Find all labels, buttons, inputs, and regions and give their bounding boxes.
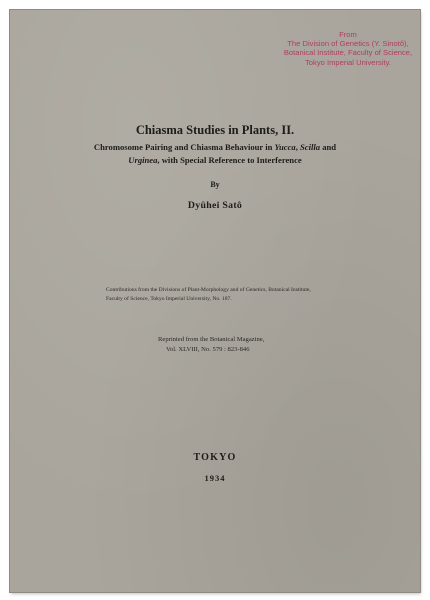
reprint-note bbox=[158, 335, 358, 355]
subtitle-line-2 bbox=[22, 154, 408, 167]
stamp-line: From bbox=[339, 30, 357, 39]
publication-year: 1934 bbox=[204, 473, 226, 483]
document-title: Chiasma Studies in Plants, II. bbox=[135, 123, 295, 137]
author-name: Dyûhei Satô bbox=[187, 200, 243, 211]
publication-place: TOKYO bbox=[193, 452, 237, 463]
reprint-volume: Vol. XLVIII, No. 579 : 823-846 bbox=[166, 346, 250, 353]
subtitle-text: and bbox=[320, 142, 337, 152]
stamp-line: Botanical Institute, Faculty of Science, bbox=[283, 48, 413, 58]
library-stamp bbox=[278, 30, 418, 67]
contributions-line: Contributions from the Divisions of Plant-Morphology and of Genetics, Botanical Institute, bbox=[106, 287, 311, 293]
genus-name: Yucca bbox=[274, 142, 296, 152]
stamp-line: The Division of Genetics (Y. Sinotô), bbox=[287, 39, 409, 49]
reprint-line: Reprinted from the Botanical Magazine, bbox=[158, 336, 265, 343]
contributions-note bbox=[106, 286, 406, 303]
subtitle-text: , bbox=[295, 142, 301, 152]
subtitle-text: , with Special Reference to Interference bbox=[157, 154, 302, 165]
subtitle-line-1 bbox=[22, 141, 408, 154]
byline-label: By bbox=[210, 180, 220, 189]
genus-name: Urginea bbox=[128, 154, 158, 165]
document-subtitle bbox=[22, 141, 408, 166]
stamp-line: Tokyo Imperial University. bbox=[305, 57, 391, 67]
subtitle-text: Chromosome Pairing and Chiasma Behaviour in bbox=[93, 142, 275, 152]
pamphlet-cover bbox=[10, 10, 420, 592]
contributions-line: Faculty of Science, Tokyo Imperial University, No. 187. bbox=[106, 295, 232, 302]
genus-name: Scilla bbox=[300, 142, 321, 152]
